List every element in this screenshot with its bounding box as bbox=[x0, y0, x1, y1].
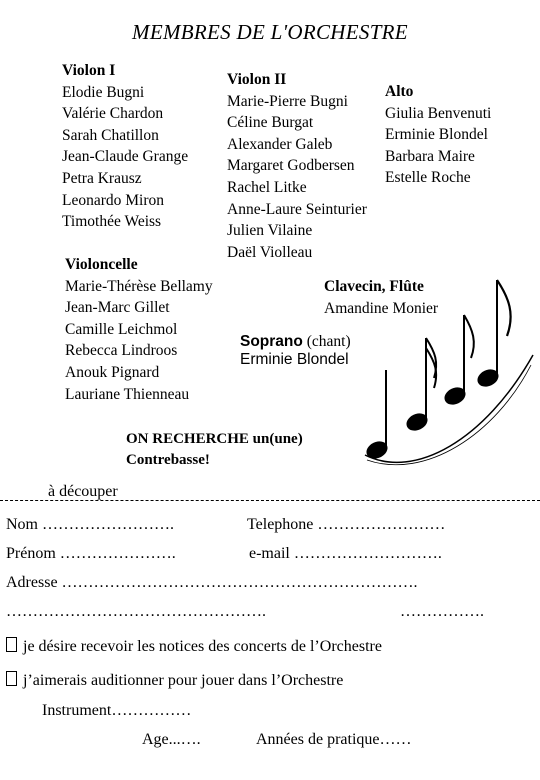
member-name: Erminie Blondel bbox=[385, 126, 488, 144]
section-heading: Clavecin, Flûte bbox=[324, 278, 424, 295]
member-name: Jean-Claude Grange bbox=[62, 148, 189, 166]
member-name: Estelle Roche bbox=[385, 169, 471, 187]
age-field[interactable]: Age...…. bbox=[142, 731, 201, 748]
recruitment-line: ON RECHERCHE un(une) bbox=[126, 431, 303, 447]
section-violon-2 bbox=[227, 69, 367, 263]
member-name: Marie-Pierre Bugni bbox=[227, 92, 348, 110]
nom-field[interactable]: Nom ……………………. bbox=[6, 516, 174, 533]
member-name: Daël Violleau bbox=[227, 243, 313, 261]
recruitment-line: Contrebasse! bbox=[126, 452, 210, 468]
member-name: Giulia Benvenuti bbox=[385, 104, 492, 122]
member-name: Leonardo Miron bbox=[62, 191, 165, 209]
concert-notice-option[interactable] bbox=[6, 637, 382, 656]
email-field[interactable]: e-mail ………………………. bbox=[249, 545, 442, 562]
member-name: Anne-Laure Seinturier bbox=[227, 200, 367, 218]
section-heading: Violon I bbox=[62, 62, 116, 79]
member-name: Rachel Litke bbox=[227, 178, 307, 196]
option-label: je désire recevoir les notices des concerts de l’Orchestre bbox=[23, 638, 382, 655]
instrument-field[interactable]: Instrument…………… bbox=[42, 702, 192, 719]
section-heading: Soprano bbox=[240, 333, 303, 350]
checkbox[interactable] bbox=[6, 637, 17, 652]
member-name: Elodie Bugni bbox=[62, 83, 145, 101]
member-name: Margaret Godbersen bbox=[227, 157, 355, 175]
member-name: Rebecca Lindroos bbox=[65, 342, 178, 360]
option-label: j’aimerais auditionner pour jouer dans l’Orchestre bbox=[23, 672, 344, 689]
member-name: Camille Leichmol bbox=[65, 320, 178, 338]
section-heading: Violoncelle bbox=[65, 256, 138, 273]
soprano-qualifier: (chant) bbox=[302, 333, 351, 350]
member-name: Valérie Chardon bbox=[62, 105, 164, 123]
section-heading: Violon II bbox=[227, 71, 287, 88]
member-name: Anouk Pignard bbox=[65, 363, 160, 381]
section-soprano bbox=[240, 333, 351, 369]
member-name: Barbara Maire bbox=[385, 147, 475, 165]
member-name: Erminie Blondel bbox=[240, 351, 349, 368]
member-name: Marie-Thérèse Bellamy bbox=[65, 277, 213, 295]
member-name: Jean-Marc Gillet bbox=[65, 299, 170, 317]
page-title: MEMBRES DE L'ORCHESTRE bbox=[132, 20, 408, 44]
cut-line bbox=[0, 500, 540, 501]
section-violoncelle bbox=[65, 254, 213, 405]
adresse-field[interactable]: Adresse …………………………………………………………. bbox=[6, 574, 418, 591]
years-of-practice-field[interactable]: Années de pratique…… bbox=[256, 731, 412, 748]
telephone-field[interactable]: Telephone …………………… bbox=[247, 516, 446, 533]
cut-label: à découper bbox=[48, 483, 118, 500]
adresse-field-line-3[interactable]: ……………. bbox=[400, 603, 484, 620]
member-name: Julien Vilaine bbox=[227, 222, 313, 240]
music-notes-illustration bbox=[355, 270, 535, 485]
member-name: Amandine Monier bbox=[324, 299, 439, 317]
section-alto bbox=[385, 81, 491, 189]
checkbox[interactable] bbox=[6, 671, 17, 686]
member-name: Lauriane Thienneau bbox=[65, 385, 190, 403]
section-violon-1 bbox=[62, 60, 188, 233]
recruitment-notice bbox=[126, 429, 303, 471]
member-name: Timothée Weiss bbox=[62, 213, 162, 231]
member-name: Alexander Galeb bbox=[227, 135, 333, 153]
member-name: Sarah Chatillon bbox=[62, 126, 159, 144]
section-heading: Alto bbox=[385, 83, 414, 100]
prenom-field[interactable]: Prénom …………………. bbox=[6, 545, 176, 562]
member-name: Petra Krausz bbox=[62, 169, 142, 187]
member-name: Céline Burgat bbox=[227, 114, 314, 132]
audition-option[interactable] bbox=[6, 671, 343, 690]
adresse-field-line-2[interactable]: …………………………………………. bbox=[6, 603, 266, 620]
